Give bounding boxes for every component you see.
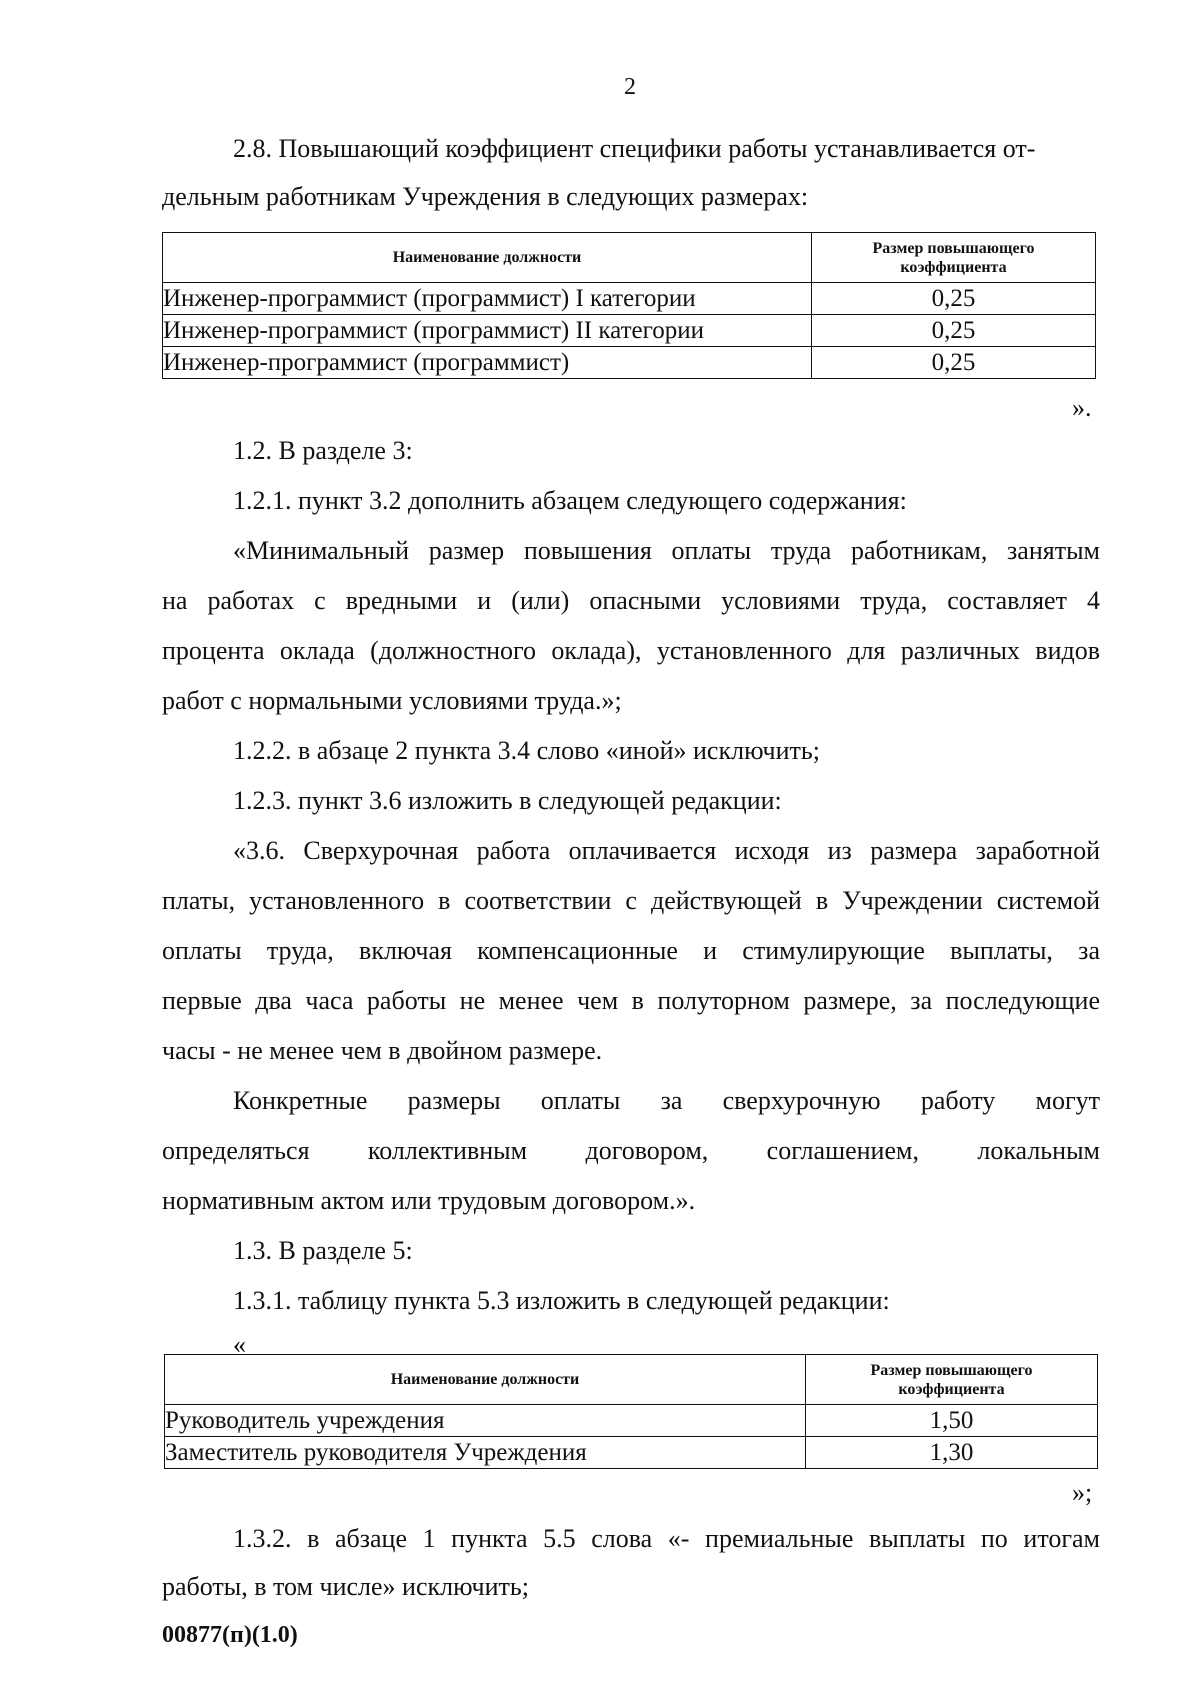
table2-row-value: 1,50 [806, 1405, 1098, 1437]
table2-header-value [806, 1355, 1098, 1405]
section-1-3: 1.3. В разделе 5: [233, 1236, 413, 1265]
table1-row [163, 283, 1096, 315]
table2-row [165, 1405, 1098, 1437]
table2-row-name: Заместитель руководителя Учреждения [165, 1437, 806, 1469]
overtime-line3: оплаты труда, включая компенсационные и стимулирующие выплаты, за [162, 936, 1100, 965]
document-code: 00877(п)(1.0) [162, 1622, 298, 1648]
table1-row [163, 315, 1096, 347]
section-1-3-1: 1.3.1. таблицу пункта 5.3 изложить в следующей редакции: [233, 1286, 890, 1315]
table2-open-quote: « [233, 1330, 246, 1359]
section-1-3-2-line1: 1.3.2. в абзаце 1 пункта 5.5 слова «- премиальные выплаты по итогам [233, 1524, 1100, 1553]
overtime-line1: «3.6. Сверхурочная работа оплачивается исходя из размера заработной [233, 836, 1100, 865]
table2-header-value-line2: коэффициента [898, 1380, 1005, 1398]
table1-close-quote: ». [1072, 393, 1092, 422]
table2-close-quote: »; [1072, 1478, 1093, 1507]
page-number: 2 [624, 74, 636, 100]
concrete-line1: Конкретные размеры оплаты за сверхурочную работу могут [233, 1086, 1100, 1115]
table1-row-name: Инженер-программист (программист) I категории [163, 283, 812, 315]
table1-row [163, 347, 1096, 379]
table2-header-name: Наименование должности [165, 1355, 806, 1405]
concrete-line3: нормативным актом или трудовым договором.». [162, 1186, 696, 1215]
concrete-line2: определяться коллективным договором, соглашением, локальным [162, 1136, 1100, 1165]
coefficient-table-2 [164, 1354, 1098, 1469]
coefficient-table-1 [162, 232, 1096, 379]
min-pay-line1: «Минимальный размер повышения оплаты труда работникам, занятым [233, 536, 1100, 565]
table1-row-name: Инженер-программист (программист) II категории [163, 315, 812, 347]
min-pay-line2: на работах с вредными и (или) опасными условиями труда, составляет 4 [162, 586, 1100, 615]
section-1-2: 1.2. В разделе 3: [233, 436, 413, 465]
table1-row-name: Инженер-программист (программист) [163, 347, 812, 379]
overtime-line2: платы, установленного в соответствии с действующей в Учреждении системой [162, 886, 1100, 915]
section-1-2-2: 1.2.2. в абзаце 2 пункта 3.4 слово «иной» исключить; [233, 736, 820, 765]
table1-row-value: 0,25 [812, 315, 1096, 347]
table2-row [165, 1437, 1098, 1469]
table2-row-name: Руководитель учреждения [165, 1405, 806, 1437]
table2-row-value: 1,30 [806, 1437, 1098, 1469]
table1-header-name: Наименование должности [163, 233, 812, 283]
overtime-line4: первые два часа работы не менее чем в полуторном размере, за последующие [162, 986, 1100, 1015]
para-2-8-line1: 2.8. Повышающий коэффициент специфики работы устанавливается от- [233, 134, 1036, 163]
table1-row-value: 0,25 [812, 347, 1096, 379]
section-1-2-1: 1.2.1. пункт 3.2 дополнить абзацем следующего содержания: [233, 486, 907, 515]
min-pay-line4: работ с нормальными условиями труда.»; [162, 686, 622, 715]
table1-header-value-line2: коэффициента [900, 258, 1007, 276]
table1-header-value-line1: Размер повышающего [872, 239, 1035, 257]
section-1-2-3: 1.2.3. пункт 3.6 изложить в следующей редакции: [233, 786, 782, 815]
overtime-line5: часы - не менее чем в двойном размере. [162, 1036, 603, 1065]
table1-row-value: 0,25 [812, 283, 1096, 315]
para-2-8-line2: дельным работникам Учреждения в следующих размерах: [162, 182, 809, 211]
min-pay-line3: процента оклада (должностного оклада), установленного для различных видов [162, 636, 1100, 665]
table2-header-value-line1: Размер повышающего [870, 1361, 1033, 1379]
section-1-3-2-line2: работы, в том числе» исключить; [162, 1572, 529, 1601]
table1-header-value [812, 233, 1096, 283]
